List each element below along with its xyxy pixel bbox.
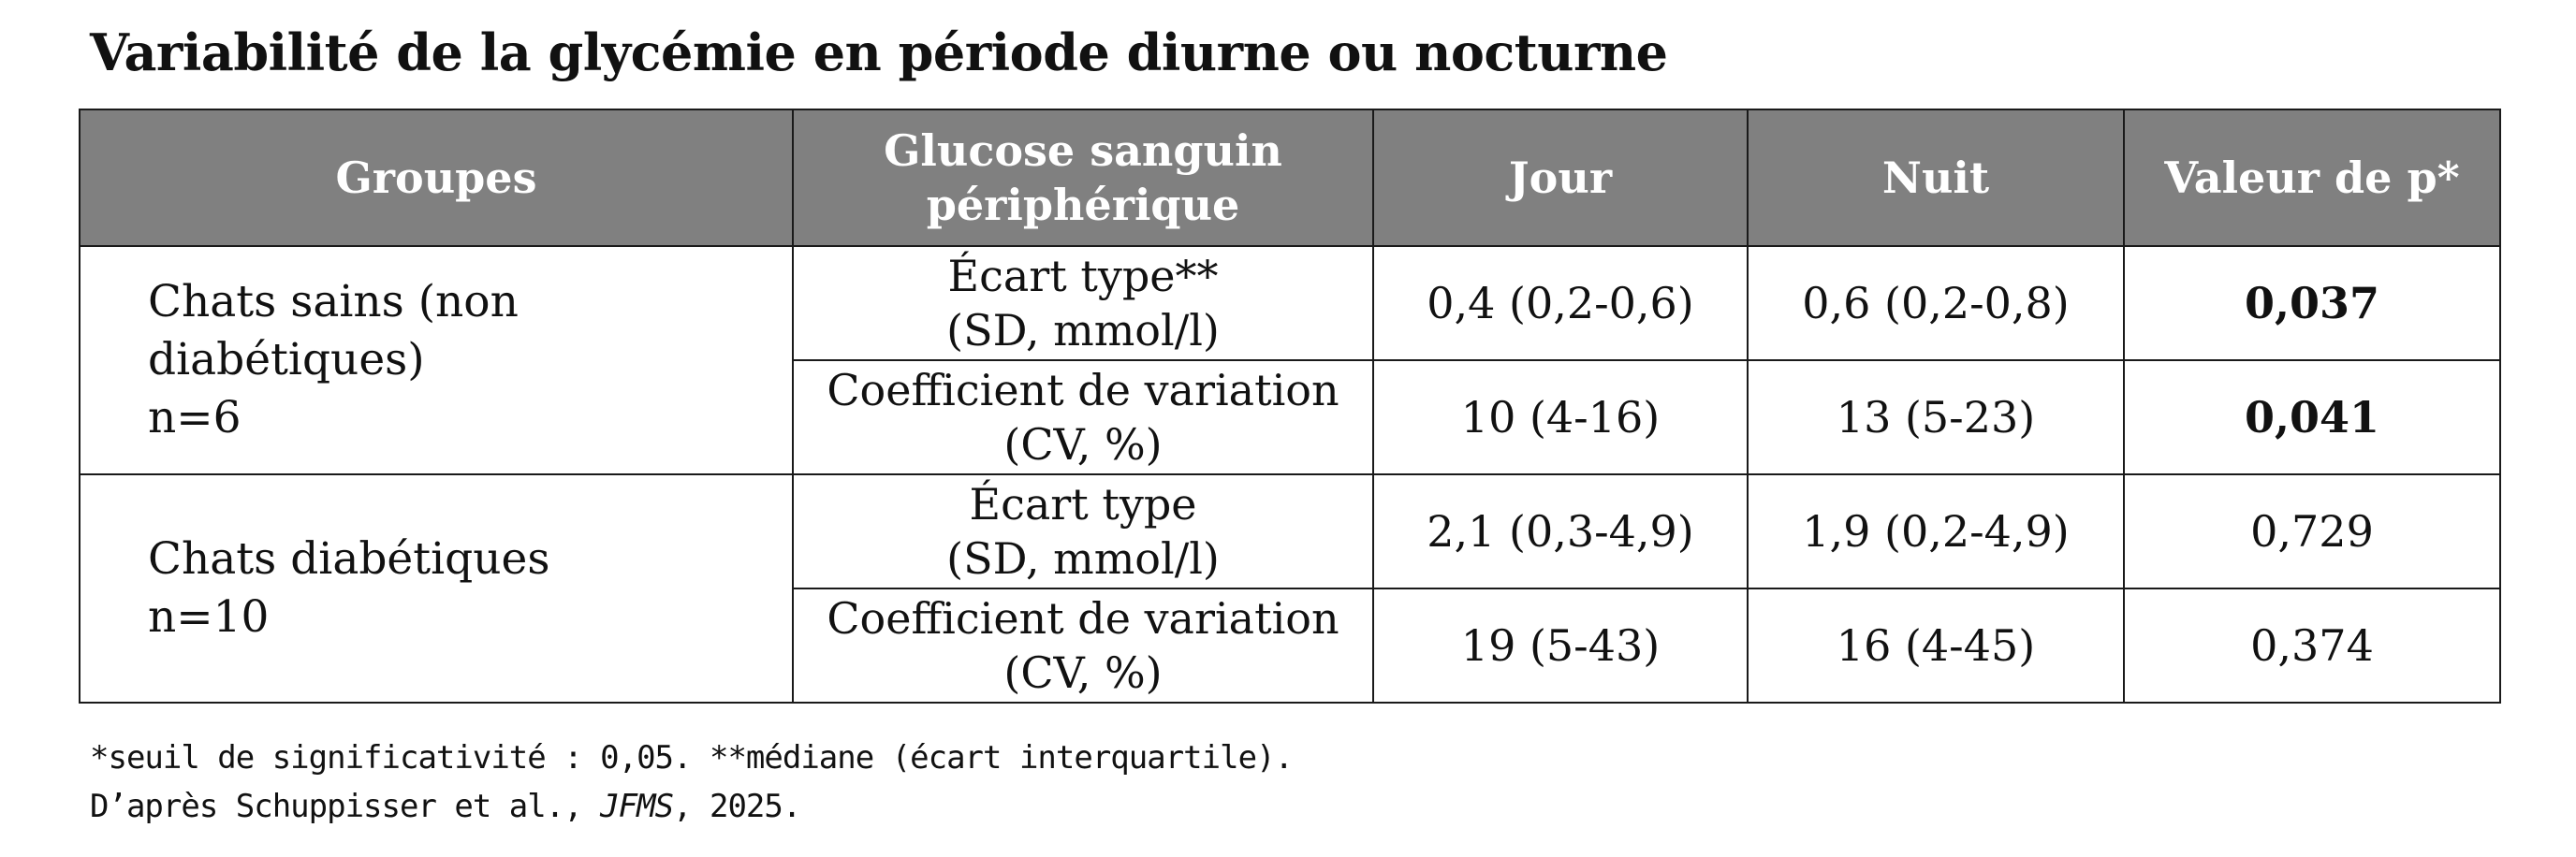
measure-line1: Coefficient de variation (827, 365, 1339, 415)
source-suffix: , 2025. (673, 788, 801, 825)
table-row (80, 474, 2500, 588)
pvalue-cell: 0,729 (2124, 474, 2500, 588)
pvalue-cell: 0,037 (2124, 246, 2500, 360)
header-pvalue: Valeur de p* (2124, 109, 2500, 246)
measure-cell (793, 360, 1373, 474)
jour-cell: 19 (5-43) (1373, 588, 1748, 703)
group-name: Chats diabétiques (148, 533, 550, 585)
group-cell-healthy (80, 246, 793, 474)
group-name: Chats sains (non diabétiques) (148, 276, 519, 385)
source-prefix: D’après Schuppisser et al., (90, 788, 601, 825)
measure-line2: (SD, mmol/l) (946, 305, 1220, 356)
measure-cell (793, 246, 1373, 360)
measure-line1: Écart type (969, 479, 1197, 530)
header-row (80, 109, 2500, 246)
footnote-significance: *seuil de significativité : 0,05. **médiane (écart interquartile). (90, 739, 1294, 777)
pvalue-cell: 0,374 (2124, 588, 2500, 703)
measure-line1: Écart type** (947, 251, 1219, 301)
measure-line1: Coefficient de variation (827, 593, 1339, 644)
header-jour: Jour (1373, 109, 1748, 246)
measure-line2: (CV, %) (1003, 419, 1163, 470)
nuit-cell: 0,6 (0,2-0,8) (1748, 246, 2124, 360)
jour-cell: 2,1 (0,3-4,9) (1373, 474, 1748, 588)
glycemia-table (79, 109, 2501, 704)
group-count: n=6 (148, 392, 242, 443)
measure-line2: (CV, %) (1003, 647, 1163, 698)
group-cell-diabetic (80, 474, 793, 703)
header-nuit: Nuit (1748, 109, 2124, 246)
nuit-cell: 13 (5-23) (1748, 360, 2124, 474)
table-title: Variabilité de la glycémie en période diurne ou nocturne (90, 22, 1668, 82)
header-groupes: Groupes (80, 109, 793, 246)
measure-line2: (SD, mmol/l) (946, 533, 1220, 584)
header-glucose-line2: périphérique (926, 180, 1240, 230)
source-journal: JFMS (600, 788, 674, 825)
header-glucose-line1: Glucose sanguin (884, 125, 1282, 176)
measure-cell (793, 588, 1373, 703)
footnote-source (90, 788, 800, 825)
jour-cell: 0,4 (0,2-0,6) (1373, 246, 1748, 360)
header-glucose (793, 109, 1373, 246)
table-row (80, 246, 2500, 360)
jour-cell: 10 (4-16) (1373, 360, 1748, 474)
measure-cell (793, 474, 1373, 588)
pvalue-cell: 0,041 (2124, 360, 2500, 474)
nuit-cell: 1,9 (0,2-4,9) (1748, 474, 2124, 588)
nuit-cell: 16 (4-45) (1748, 588, 2124, 703)
group-count: n=10 (148, 591, 270, 643)
